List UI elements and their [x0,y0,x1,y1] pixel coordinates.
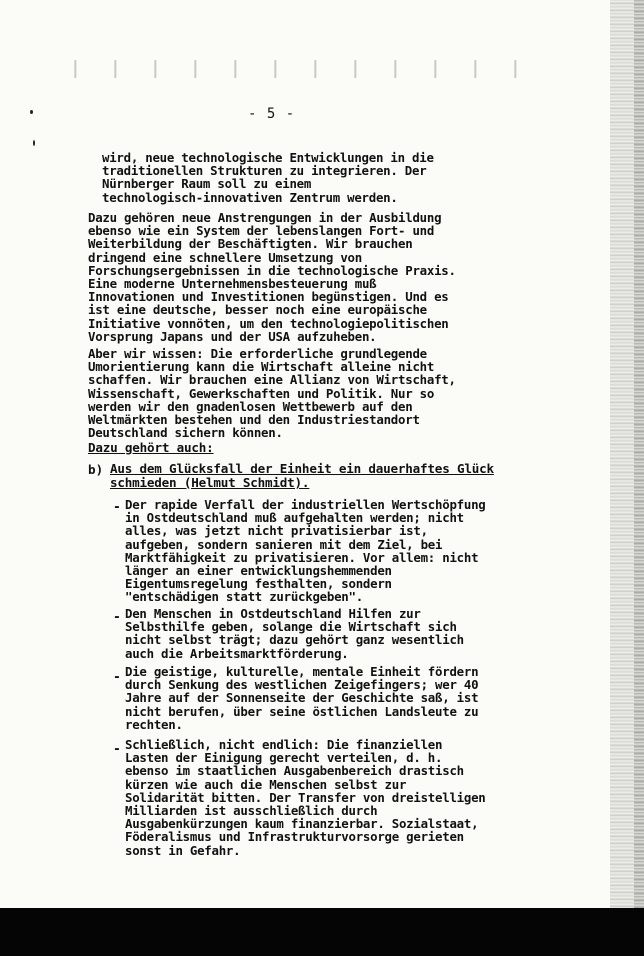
scan-speck [30,110,33,114]
text-line: Eigentumsregelung festhalten, sondern [125,576,392,592]
text-line: durch Senkung des westlichen Zeigefingers; wer 40 [125,677,479,693]
text-line: Selbsthilfe geben, solange die Wirtschaft sich [125,619,457,635]
text-line: "entschädigen statt zurückgeben". [125,589,363,605]
bullet-dash: - [113,742,121,757]
subsection-title-line: schmieden (Helmut Schmidt). [110,475,310,490]
text-line: sonst in Gefahr. [125,842,241,858]
text-line: schaffen. Wir brauchen eine Allianz von Wirtschaft, [88,372,456,388]
text-line: nicht selbst trägt; dazu gehört ganz wesentlich [125,632,464,648]
subsection-title [110,462,494,490]
text-line: Marktfähigkeit zu privatisieren. Vor allem: nicht [125,549,479,565]
text-line: Forschungsergebnissen in die technologische Praxis. [88,262,456,278]
text-line: Vorsprung Japans und der USA aufzuheben. [88,328,377,344]
text-line: traditionellen Strukturen zu integrieren. Der [102,163,427,179]
bullet-item-3 [125,665,478,731]
scan-speck [33,140,35,146]
text-line: werden wir den gnadenlosen Wettbewerb auf den [88,398,413,414]
paragraph-2 [88,211,456,343]
text-line: Lasten der Einigung gerecht verteilen, d. h. [125,750,443,766]
text-line: Ausgabenkürzungen kaum finanzierbar. Sozialstaat, [125,816,479,832]
text-line: Weltmärkten bestehen und den Industriestandort [88,412,420,428]
text-line: Weiterbildung der Beschäftigten. Wir brauchen [88,236,413,252]
text-line: ebenso im staatlichen Ausgabenbereich drastisch [125,763,464,779]
text-line: nicht berufen, über seine östlichen Landsleute zu [125,703,479,719]
text-line: auch die Arbeitsmarktförderung. [125,645,349,661]
text-line: Eine moderne Unternehmensbesteuerung muß [88,276,377,292]
text-line: in Ostdeutschland muß aufgehalten werden; nicht [125,510,464,526]
paragraph-1 [102,151,434,204]
page-number: - 5 - [248,106,296,122]
text-line: ebenso wie ein System der lebenslangen Fort- und [88,223,435,239]
text-line: Den Menschen in Ostdeutschland Hilfen zur [125,606,421,621]
text-line: dringend eine schnellere Umsetzung von [88,249,362,265]
text-line: Milliarden ist ausschließlich durch [125,803,378,819]
subsection-marker: b) [88,462,104,477]
text-line: Nürnberger Raum soll zu einem [102,176,312,192]
text-line: Initiative vonnöten, um den technologiepolitischen [88,315,449,331]
bullet-dash: - [113,670,121,685]
text-line: Solidarität bitten. Der Transfer von dreistelligen [125,789,486,805]
bullet-item-4 [125,738,486,857]
text-line: Innovationen und Investitionen begünstigen. Und es [88,289,449,305]
text-line: wird, neue technologische Entwicklungen in die [102,150,434,165]
text-line: Die geistige, kulturelle, mentale Einheit fördern [125,664,479,679]
text-line: rechten. [125,716,183,732]
text-line: Jahre auf der Sonnenseite der Geschichte saß, ist [125,690,479,706]
paragraph-3 [88,347,456,439]
text-line: Der rapide Verfall der industriellen Wertschöpfung [125,497,486,512]
bullet-dash: - [113,610,121,625]
scan-bottom-border [0,908,644,956]
text-line: Deutschland sichern können. [88,425,283,441]
text-line: Dazu gehören neue Anstrengungen in der Ausbildung [88,210,442,225]
text-line: Föderalismus und Infrastrukturvorsorge gerieten [125,829,464,845]
text-line: technologisch-innovativen Zentrum werden. [102,189,398,205]
subsection-title-line: Aus dem Glücksfall der Einheit ein dauerhaftes Glück [110,461,494,476]
text-line: alles, was jetzt nicht privatisierbar ist, [125,523,428,539]
scan-artifact [60,60,520,78]
bullet-item-2 [125,607,464,660]
text-line: Aber wir wissen: Die erforderliche grundlegende [88,346,427,361]
text-line: länger an einer entwicklungshemmenden [125,563,392,579]
text-line: kürzen wie auch die Menschen selbst zur [125,776,407,792]
text-line: aufgeben, sondern sanieren mit dem Ziel, bei [125,536,443,552]
text-line: Wissenschaft, Gewerkschaften und Politik. Nur so [88,385,435,401]
text-line: ist eine deutsche, besser noch eine europäische [88,302,427,318]
bullet-item-1 [125,498,486,604]
text-line: Umorientierung kann die Wirtschaft alleine nicht [88,359,435,375]
text-line: Schließlich, nicht endlich: Die finanziellen [125,737,443,752]
bullet-dash: - [113,500,121,515]
section-heading: Dazu gehört auch: [88,440,214,455]
scan-edge-artifact [610,0,644,908]
